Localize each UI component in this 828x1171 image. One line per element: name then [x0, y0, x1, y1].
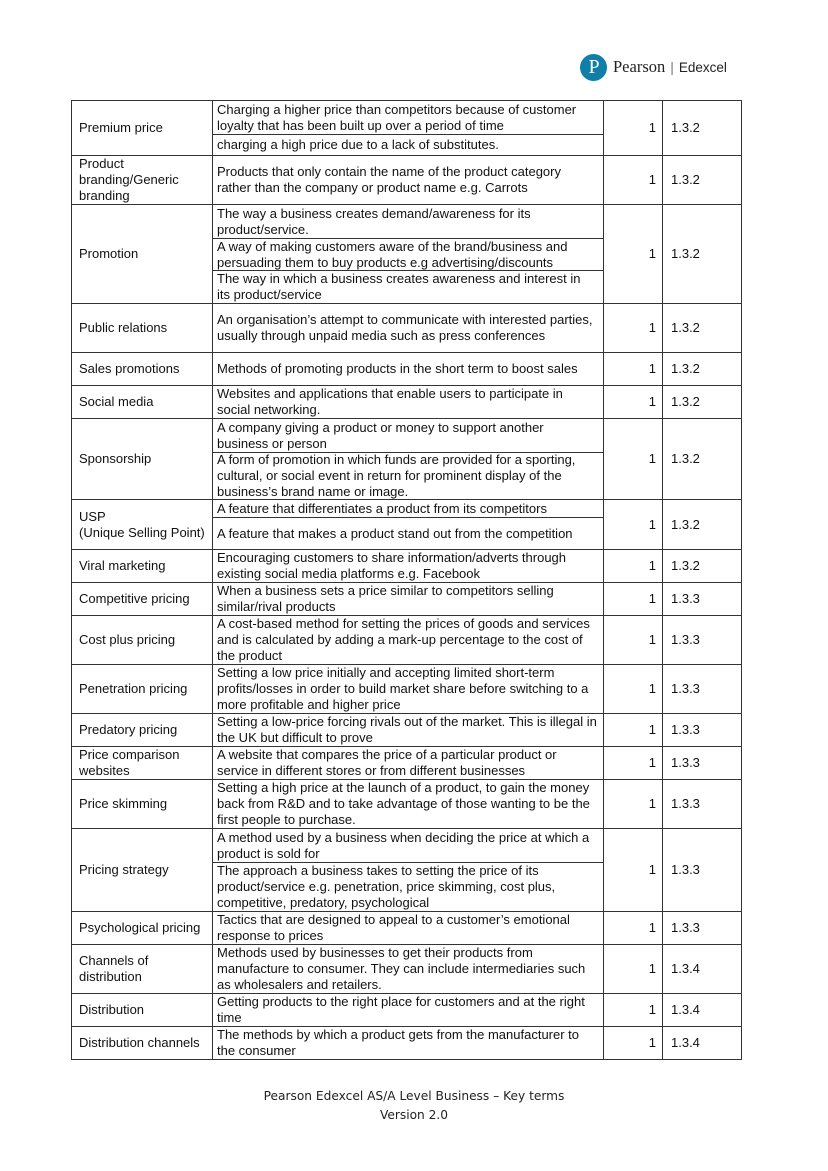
definition-text: Getting products to the right place for customers and at the right time: [217, 994, 585, 1025]
definition-text: charging a high price due to a lack of substitutes.: [213, 134, 603, 155]
definition-cell: [213, 665, 604, 714]
spec-ref-cell: 1.3.2: [663, 101, 742, 156]
spec-ref-cell: 1.3.2: [663, 500, 742, 550]
spec-ref-cell: 1.3.3: [663, 747, 742, 780]
mark-cell: 1: [604, 912, 663, 945]
term-cell: Psychological pricing: [72, 912, 213, 945]
table-row: [72, 994, 742, 1027]
spec-ref-cell: 1.3.3: [663, 665, 742, 714]
definition-cell: [213, 945, 604, 994]
mark-cell: 1: [604, 550, 663, 583]
term-cell: Promotion: [72, 205, 213, 304]
mark-cell: 1: [604, 747, 663, 780]
mark-cell: 1: [604, 419, 663, 500]
table-row: [72, 156, 742, 205]
term-cell: Public relations: [72, 304, 213, 353]
pearson-edexcel-logo: [580, 52, 727, 82]
term-cell: Price skimming: [72, 780, 213, 829]
definition-cell: [213, 616, 604, 665]
table-row: [72, 419, 742, 500]
definition-text: An organisation’s attempt to communicate with interested parties, usually through unpaid media such as press conferences: [217, 312, 593, 343]
spec-ref-cell: 1.3.3: [663, 616, 742, 665]
definition-text: The way a business creates demand/awareness for its product/service.: [217, 205, 531, 237]
definition-text: Websites and applications that enable users to participate in social networking.: [217, 386, 563, 417]
definition-cell: [213, 1027, 604, 1060]
table-row: [72, 747, 742, 780]
definition-text: When a business sets a price similar to competitors selling similar/rival products: [217, 583, 554, 614]
term-cell: Penetration pricing: [72, 665, 213, 714]
table-row: [72, 912, 742, 945]
spec-ref-cell: 1.3.2: [663, 304, 742, 353]
definition-text: Encouraging customers to share information/adverts through existing social media platforms e.g. Facebook: [217, 550, 567, 581]
definition-text: Products that only contain the name of the product category rather than the company or product name e.g. Carrots: [217, 164, 561, 195]
spec-ref-cell: 1.3.3: [663, 780, 742, 829]
mark-cell: 1: [604, 101, 663, 156]
definition-text: Methods of promoting products in the short term to boost sales: [217, 361, 578, 376]
definition-cell: [213, 714, 604, 747]
logo-brand: Pearson: [613, 57, 666, 76]
term-cell: Price comparison websites: [72, 747, 213, 780]
key-terms-body: [72, 101, 742, 1060]
definition-cell: [213, 101, 604, 156]
pearson-logo-icon: P: [580, 54, 607, 81]
definition-cell: [213, 304, 604, 353]
definition-text: The way in which a business creates awareness and interest in its product/service: [213, 270, 603, 303]
definition-cell: [213, 353, 604, 386]
table-row: [72, 665, 742, 714]
table-row: [72, 386, 742, 419]
footer-title: Pearson Edexcel AS/A Level Business – Key terms: [263, 1089, 565, 1103]
page-footer: [0, 1087, 828, 1125]
spec-ref-cell: 1.3.3: [663, 714, 742, 747]
definition-text: Methods used by businesses to get their products from manufacture to consumer. They can include intermediaries such as wholesalers and retailers.: [217, 945, 586, 992]
spec-ref-cell: 1.3.4: [663, 1027, 742, 1060]
term-cell: Competitive pricing: [72, 583, 213, 616]
table-row: [72, 945, 742, 994]
definition-cell: [213, 419, 604, 500]
term-cell: Distribution channels: [72, 1027, 213, 1060]
term-cell: Channels of distribution: [72, 945, 213, 994]
term-cell: Social media: [72, 386, 213, 419]
spec-ref-cell: 1.3.4: [663, 945, 742, 994]
definition-cell: [213, 829, 604, 912]
table-row: [72, 353, 742, 386]
spec-ref-cell: 1.3.3: [663, 583, 742, 616]
mark-cell: 1: [604, 714, 663, 747]
definition-cell: [213, 386, 604, 419]
definition-text: A way of making customers aware of the brand/business and persuading them to buy products e.g advertising/discounts: [213, 238, 603, 270]
term-cell: USP (Unique Selling Point): [72, 500, 213, 550]
term-cell: Sponsorship: [72, 419, 213, 500]
footer-version: Version 2.0: [379, 1108, 449, 1122]
definition-text: A website that compares the price of a particular product or service in different stores or from different businesses: [217, 747, 557, 778]
mark-cell: 1: [604, 583, 663, 616]
term-cell: Premium price: [72, 101, 213, 156]
definition-text: The methods by which a product gets from the manufacturer to the consumer: [217, 1027, 580, 1058]
mark-cell: 1: [604, 994, 663, 1027]
table-row: [72, 616, 742, 665]
mark-cell: 1: [604, 665, 663, 714]
mark-cell: 1: [604, 500, 663, 550]
definition-text: A form of promotion in which funds are provided for a sporting, cultural, or social event in return for prominent display of the business’s brand name or image.: [213, 452, 603, 499]
term-cell: Cost plus pricing: [72, 616, 213, 665]
mark-cell: 1: [604, 780, 663, 829]
table-row: [72, 829, 742, 912]
spec-ref-cell: 1.3.4: [663, 994, 742, 1027]
term-cell: Product branding/Generic branding: [72, 156, 213, 205]
term-cell: Predatory pricing: [72, 714, 213, 747]
spec-ref-cell: 1.3.2: [663, 550, 742, 583]
table-row: [72, 780, 742, 829]
definition-cell: [213, 205, 604, 304]
definition-text: Setting a high price at the launch of a product, to gain the money back from R&D and to take advantage of those wanting to be the first people to purchase.: [217, 780, 590, 827]
term-cell: Viral marketing: [72, 550, 213, 583]
table-row: [72, 205, 742, 304]
definition-text: A feature that differentiates a product from its competitors: [217, 500, 547, 516]
table-row: [72, 714, 742, 747]
mark-cell: 1: [604, 386, 663, 419]
table-row: [72, 500, 742, 550]
mark-cell: 1: [604, 205, 663, 304]
mark-cell: 1: [604, 156, 663, 205]
mark-cell: 1: [604, 304, 663, 353]
spec-ref-cell: 1.3.2: [663, 205, 742, 304]
mark-cell: 1: [604, 829, 663, 912]
definition-text: Charging a higher price than competitors because of customer loyalty that has been built up over a period of time: [217, 101, 577, 133]
definition-text: A method used by a business when deciding the price at which a product is sold for: [217, 829, 590, 861]
mark-cell: 1: [604, 353, 663, 386]
definition-cell: [213, 747, 604, 780]
table-row: [72, 1027, 742, 1060]
term-cell: Sales promotions: [72, 353, 213, 386]
definition-cell: [213, 550, 604, 583]
spec-ref-cell: 1.3.3: [663, 912, 742, 945]
term-cell: Pricing strategy: [72, 829, 213, 912]
logo-separator: |: [670, 59, 674, 75]
definition-text: A company giving a product or money to support another business or person: [217, 419, 544, 451]
definition-text: The approach a business takes to setting the price of its product/service e.g. penetration, price skimming, cost plus, competitive, predatory, psychological: [213, 862, 603, 911]
definition-cell: [213, 994, 604, 1027]
table-row: [72, 304, 742, 353]
definition-cell: [213, 780, 604, 829]
definition-text: A feature that makes a product stand out from the competition: [213, 517, 603, 549]
table-row: [72, 583, 742, 616]
definition-cell: [213, 156, 604, 205]
definition-text: A cost-based method for setting the prices of goods and services and is calculated by adding a mark-up percentage to the cost of the product: [217, 616, 590, 663]
mark-cell: 1: [604, 1027, 663, 1060]
definition-cell: [213, 912, 604, 945]
table-row: [72, 550, 742, 583]
definition-text: Setting a low price initially and accepting limited short-term profits/losses in order to build market share before switching to a more profitable and higher price: [217, 665, 589, 712]
table-row: [72, 101, 742, 156]
spec-ref-cell: 1.3.2: [663, 353, 742, 386]
definition-cell: [213, 583, 604, 616]
spec-ref-cell: 1.3.2: [663, 386, 742, 419]
definition-text: Tactics that are designed to appeal to a customer’s emotional response to prices: [217, 912, 570, 943]
spec-ref-cell: 1.3.3: [663, 829, 742, 912]
definition-cell: [213, 500, 604, 550]
spec-ref-cell: 1.3.2: [663, 419, 742, 500]
term-cell: Distribution: [72, 994, 213, 1027]
key-terms-table: [71, 100, 742, 1060]
mark-cell: 1: [604, 616, 663, 665]
mark-cell: 1: [604, 945, 663, 994]
spec-ref-cell: 1.3.2: [663, 156, 742, 205]
definition-text: Setting a low-price forcing rivals out of the market. This is illegal in the UK but difficult to prove: [217, 714, 597, 745]
logo-sub: Edexcel: [678, 59, 727, 75]
